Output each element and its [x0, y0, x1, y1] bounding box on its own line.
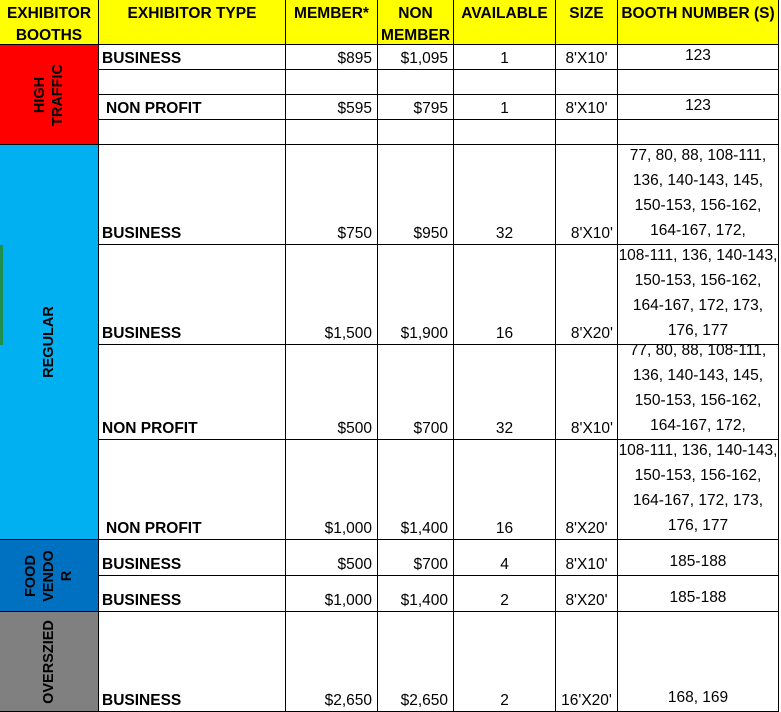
section-high-traffic — [0, 45, 99, 145]
header-member-text: MEMBER* — [294, 5, 369, 22]
row-3-size-text: 8'X20' — [570, 325, 613, 342]
table-row-1-size — [556, 95, 618, 120]
table-row-7-non-member — [378, 576, 454, 612]
table-row-5-member — [286, 440, 378, 540]
table-row-0-size — [556, 45, 618, 70]
table-row-0-available — [454, 45, 556, 70]
row-1-size-text: 8'X10' — [565, 100, 608, 117]
table-row-6-type — [99, 540, 286, 576]
row-5-booths-text: 108-111, 136, 140-143, 150-153, 156-162, 164-167, 172, 173, 176, 177 — [618, 442, 778, 534]
row-3-booths-text: 108-111, 136, 140-143, 150-153, 156-162, 164-167, 172, 173, 176, 177 — [618, 247, 778, 339]
table-row-7-available — [454, 576, 556, 612]
table-row-1-booths — [618, 95, 779, 120]
table-row-5-non-member — [378, 440, 454, 540]
table-row-1-type — [99, 95, 286, 120]
row-6-booths-text: 185-188 — [669, 553, 727, 570]
header-type-text: EXHIBITOR TYPE — [127, 5, 257, 22]
table-row-5-type — [99, 440, 286, 540]
table-row-0-booths — [618, 45, 779, 70]
blank-cell — [618, 120, 779, 145]
row-3-available-text: 16 — [495, 325, 514, 342]
row-0-size-text: 8'X10' — [565, 50, 608, 67]
blank-cell — [454, 70, 556, 95]
section-high-traffic-label: HIGH TRAFFIC — [32, 63, 66, 126]
header-booths — [0, 0, 99, 45]
row-5-non-member-text: $1,400 — [400, 520, 448, 537]
header-type — [99, 0, 286, 45]
row-8-booths-text: 168, 169 — [667, 689, 729, 706]
table-row-1-available — [454, 95, 556, 120]
row-8-available-text: 2 — [500, 692, 509, 709]
header-size-text: SIZE — [569, 5, 604, 22]
row-1-member-text: $595 — [337, 100, 372, 117]
table-row-8-member — [286, 612, 378, 712]
header-booths-text: EXHIBITOR BOOTHS — [6, 5, 92, 44]
row-6-non-member-text: $700 — [413, 556, 448, 573]
section-regular-label: REGULAR — [40, 306, 57, 378]
table-row-0-non-member — [378, 45, 454, 70]
table-row-2-booths — [618, 145, 779, 245]
row-7-member-text: $1,000 — [324, 592, 372, 609]
row-6-size-text: 8'X10' — [565, 556, 608, 573]
table-row-7-booths — [618, 576, 779, 612]
table-row-7-member — [286, 576, 378, 612]
section-oversized-label: OVERSZIED — [40, 619, 57, 704]
table-row-8-type — [99, 612, 286, 712]
header-available — [454, 0, 556, 45]
table-row-5-available — [454, 440, 556, 540]
table-row-2-size — [556, 145, 618, 245]
table-row-2-non-member — [378, 145, 454, 245]
row-4-non-member-text: $700 — [413, 420, 448, 437]
row-4-size-text: 8'X10' — [570, 420, 613, 437]
table-row-6-size — [556, 540, 618, 576]
row-7-non-member-text: $1,400 — [400, 592, 448, 609]
row-1-available-text: 1 — [500, 100, 509, 117]
row-8-member-text: $2,650 — [324, 692, 372, 709]
row-1-booths-text: 123 — [685, 97, 711, 114]
table-row-3-available — [454, 245, 556, 345]
table-row-2-member — [286, 145, 378, 245]
row-4-member-text: $500 — [337, 420, 372, 437]
table-row-8-size — [556, 612, 618, 712]
section-regular — [0, 145, 99, 540]
row-5-size-text: 8'X20' — [565, 520, 608, 537]
row-3-type-text: BUSINESS — [102, 325, 182, 342]
left-edge-marker — [0, 245, 3, 345]
table-row-4-type — [99, 345, 286, 440]
table-row-6-member — [286, 540, 378, 576]
row-0-available-text: 1 — [500, 50, 509, 67]
table-row-8-available — [454, 612, 556, 712]
table-row-4-member — [286, 345, 378, 440]
row-4-available-text: 32 — [495, 420, 514, 437]
row-8-size-text: 16'X20' — [561, 692, 612, 709]
blank-cell — [99, 120, 286, 145]
header-booth-number-text: BOOTH NUMBER (S) — [621, 5, 775, 22]
table-row-2-available — [454, 145, 556, 245]
row-3-member-text: $1,500 — [324, 325, 372, 342]
table-row-3-type — [99, 245, 286, 345]
table-row-8-booths — [618, 612, 779, 712]
row-8-type-text: BUSINESS — [102, 692, 182, 709]
table-row-4-available — [454, 345, 556, 440]
row-0-type-text: BUSINESS — [102, 50, 182, 67]
header-non-member — [378, 0, 454, 45]
row-0-non-member-text: $1,095 — [400, 50, 448, 67]
header-booth-number — [618, 0, 779, 45]
table-row-2-type — [99, 145, 286, 245]
header-member — [286, 0, 378, 45]
blank-cell — [378, 120, 454, 145]
blank-cell — [618, 70, 779, 95]
row-2-type-text: BUSINESS — [102, 225, 182, 242]
table-row-7-type — [99, 576, 286, 612]
table-row-3-size — [556, 245, 618, 345]
blank-cell — [286, 120, 378, 145]
row-5-type-text: NON PROFIT — [106, 520, 202, 537]
table-row-4-non-member — [378, 345, 454, 440]
table-row-1-non-member — [378, 95, 454, 120]
header-non-member-text: NON MEMBER — [381, 5, 450, 44]
blank-cell — [556, 120, 618, 145]
row-3-non-member-text: $1,900 — [400, 325, 448, 342]
table-row-6-booths — [618, 540, 779, 576]
row-6-member-text: $500 — [337, 556, 372, 573]
table-row-3-non-member — [378, 245, 454, 345]
blank-cell — [556, 70, 618, 95]
row-0-member-text: $895 — [337, 50, 372, 67]
row-2-member-text: $750 — [337, 225, 372, 242]
blank-cell — [286, 70, 378, 95]
table-row-3-booths — [618, 245, 779, 345]
table-row-0-type — [99, 45, 286, 70]
row-0-booths-text: 123 — [685, 47, 711, 64]
row-7-booths-text: 185-188 — [669, 589, 727, 606]
row-4-booths-text: 77, 80, 88, 108-111, 136, 140-143, 145, 150-153, 156-162, 164-167, 172, — [629, 345, 767, 434]
row-2-available-text: 32 — [495, 225, 514, 242]
row-8-non-member-text: $2,650 — [400, 692, 448, 709]
row-6-available-text: 4 — [500, 556, 509, 573]
table-row-1-member — [286, 95, 378, 120]
table-row-3-member — [286, 245, 378, 345]
table-row-4-size — [556, 345, 618, 440]
row-2-non-member-text: $950 — [413, 225, 448, 242]
row-2-booths-text: 77, 80, 88, 108-111, 136, 140-143, 145, 150-153, 156-162, 164-167, 172, — [629, 147, 767, 239]
header-size — [556, 0, 618, 45]
table-row-5-size — [556, 440, 618, 540]
table-row-6-available — [454, 540, 556, 576]
row-4-type-text: NON PROFIT — [102, 420, 198, 437]
row-7-type-text: BUSINESS — [102, 592, 182, 609]
blank-cell — [99, 70, 286, 95]
row-1-non-member-text: $795 — [413, 100, 448, 117]
blank-cell — [454, 120, 556, 145]
blank-cell — [378, 70, 454, 95]
section-food-vendor — [0, 540, 99, 612]
row-7-available-text: 2 — [500, 592, 509, 609]
row-6-type-text: BUSINESS — [102, 556, 182, 573]
table-row-7-size — [556, 576, 618, 612]
table-row-8-non-member — [378, 612, 454, 712]
header-available-text: AVAILABLE — [461, 5, 548, 22]
table-row-5-booths — [618, 440, 779, 540]
row-7-size-text: 8'X20' — [565, 592, 608, 609]
row-5-available-text: 16 — [495, 520, 514, 537]
row-1-type-text: NON PROFIT — [106, 100, 202, 117]
table-row-4-booths — [618, 345, 779, 440]
section-food-vendor-label: FOOD VENDO R — [23, 549, 75, 602]
table-row-0-member — [286, 45, 378, 70]
section-oversized — [0, 612, 99, 712]
row-5-member-text: $1,000 — [324, 520, 372, 537]
row-2-size-text: 8'X10' — [570, 225, 613, 242]
table-row-6-non-member — [378, 540, 454, 576]
